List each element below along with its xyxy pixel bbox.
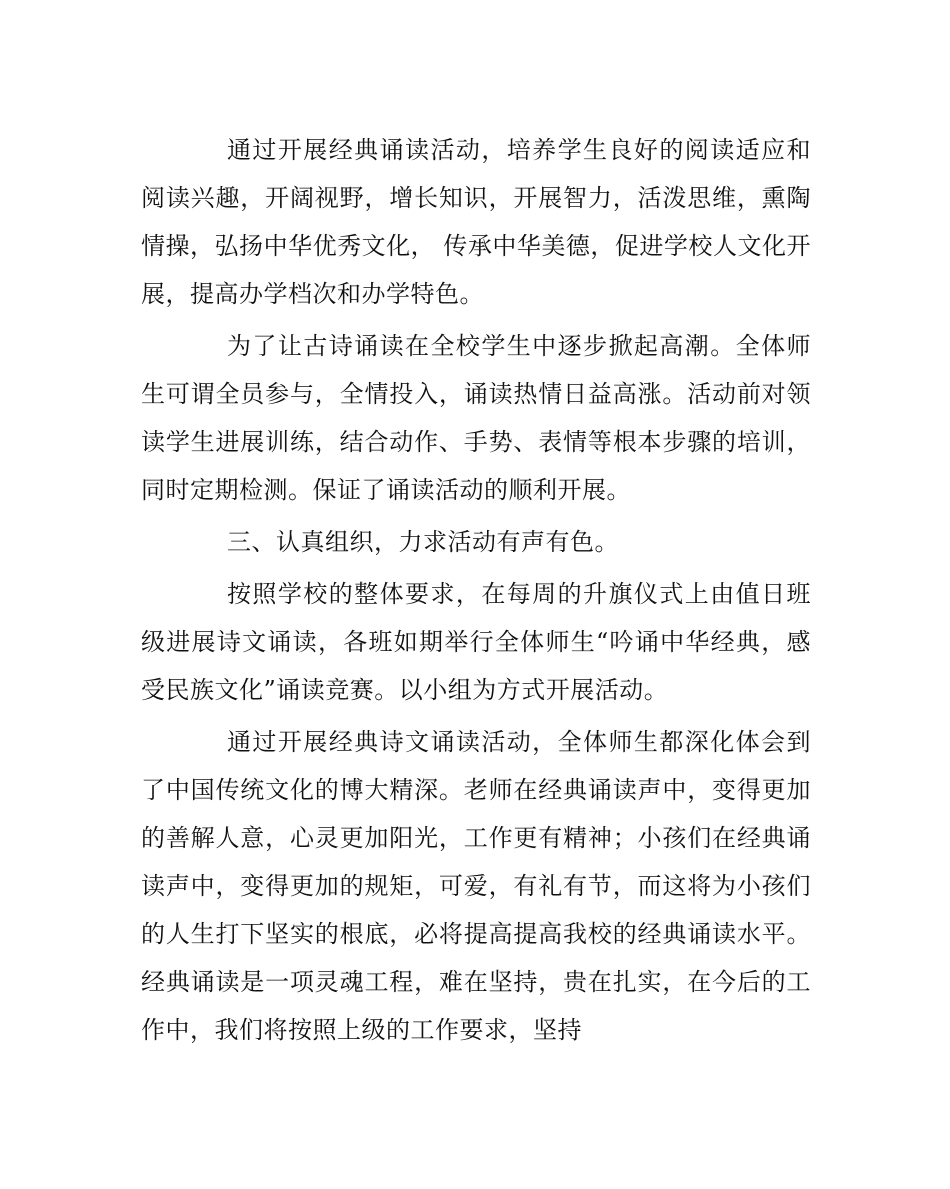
- paragraph-2: 为了让古诗诵读在全校学生中逐步掀起高潮。全体师生可谓全员参与，全情投入，诵读热情日益高涨。活动前对领读学生进展训练，结合动作、手势、表情等根本步骤的培训，同时定期检测。保证了诵读活动的顺利开展。: [141, 332, 811, 504]
- paragraph-4: 按照学校的整体要求，在每周的升旗仪式上由值日班级进展诗文诵读，各班如期举行全体师生“吟诵中华经典，感受民族文化”诵读竞赛。以小组为方式开展活动。: [141, 580, 811, 704]
- document-body: [141, 126, 811, 1058]
- paragraph-3-heading: 三、认真组织，力求活动有声有色。: [227, 528, 619, 556]
- paragraph-1: 通过开展经典诵读活动，培养学生良好的阅读适应和阅读兴趣，开阔视野，增长知识，开展智力，活泼思维，熏陶情操，弘扬中华优秀文化， 传承中华美德，促进学校人文化开展，提高办学档次和办学特色。: [141, 136, 811, 308]
- paragraph-5: 通过开展经典诗文诵读活动，全体师生都深化体会到了中国传统文化的博大精深。老师在经典诵读声中，变得更加的善解人意，心灵更加阳光，工作更有精神；小孩们在经典诵读声中，变得更加的规矩，可爱，有礼有节，而这将为小孩们的人生打下坚实的根底，必将提高提高我校的经典诵读水平。经典诵读是一项灵魂工程，难在坚持，贵在扎实，在今后的工作中，我们将按照上级的工作要求，坚持: [141, 728, 811, 1044]
